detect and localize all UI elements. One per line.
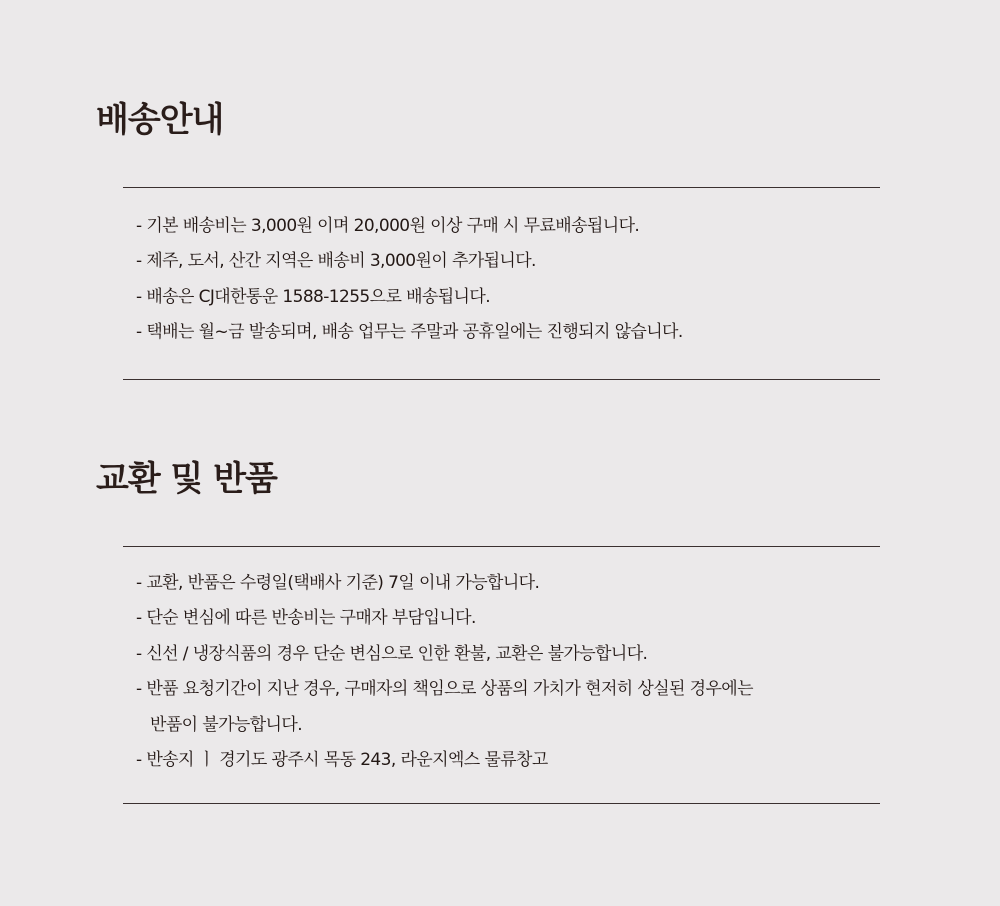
returns-item-not-allowed-line1: - 반품 요청기간이 지난 경우, 구매자의 책임으로 상품의 가치가 현저히 상실된 경우에는 bbox=[136, 679, 753, 700]
returns-item-fresh-food: - 신선 / 냉장식품의 경우 단순 변심으로 인한 환불, 교환은 불가능합니다. bbox=[136, 643, 648, 664]
shipping-info-list bbox=[136, 209, 683, 351]
returns-title: 교환 및 반품 bbox=[96, 459, 277, 499]
shipping-item-schedule: - 택배는 월~금 발송되며, 배송 업무는 주말과 공휴일에는 진행되지 않습니다. bbox=[136, 322, 683, 343]
returns-bottom-divider bbox=[123, 803, 880, 804]
returns-info-list bbox=[136, 566, 753, 778]
shipping-item-extra-fee: - 제주, 도서, 산간 지역은 배송비 3,000원이 추가됩니다. bbox=[136, 251, 536, 272]
returns-item-not-allowed-line2: 반품이 불가능합니다. bbox=[150, 714, 303, 735]
returns-item-shipping-cost: - 단순 변심에 따른 반송비는 구매자 부담입니다. bbox=[136, 608, 476, 629]
shipping-item-carrier: - 배송은 CJ대한통운 1588-1255으로 배송됩니다. bbox=[136, 286, 491, 307]
shipping-bottom-divider bbox=[123, 379, 880, 380]
returns-item-period: - 교환, 반품은 수령일(택배사 기준) 7일 이내 가능합니다. bbox=[136, 573, 540, 593]
returns-item-not-allowed bbox=[136, 672, 753, 743]
shipping-top-divider bbox=[123, 187, 880, 188]
shipping-item-base-fee: - 기본 배송비는 3,000원 이며 20,000원 이상 구매 시 무료배송됩니다. bbox=[136, 216, 640, 236]
returns-item-address: - 반송지 ㅣ 경기도 광주시 목동 243, 라운지엑스 물류창고 bbox=[136, 750, 548, 771]
returns-top-divider bbox=[123, 546, 880, 547]
shipping-title: 배송안내 bbox=[96, 100, 224, 140]
